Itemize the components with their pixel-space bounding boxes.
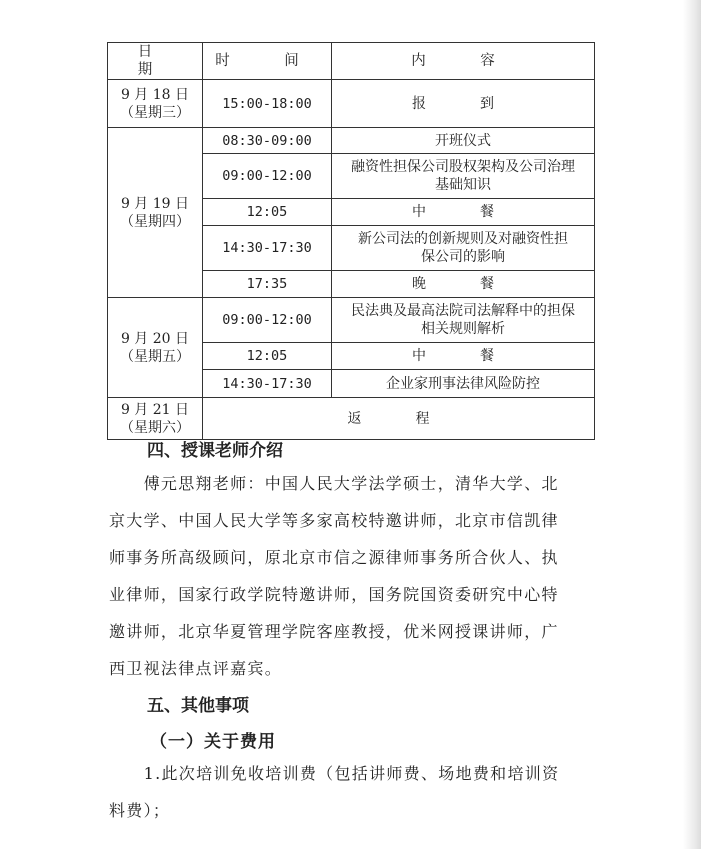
time-cell: 08:30-09:00 bbox=[203, 128, 332, 154]
content-line: 融资性担保公司股权架构及公司治理 bbox=[351, 159, 575, 175]
weekday-line: （星期六） bbox=[120, 419, 190, 436]
time-cell: 12:05 bbox=[203, 199, 332, 226]
bio-line: 师事务所高级顾问，原北京市信之源律师事务所合伙人、执 bbox=[109, 548, 559, 567]
content-line: 保公司的影响 bbox=[421, 249, 505, 265]
schedule-table bbox=[107, 42, 595, 440]
content-cell bbox=[332, 154, 595, 199]
content-line: 新公司法的创新规则及对融资性担 bbox=[358, 231, 568, 247]
weekday-line: （星期五） bbox=[120, 348, 190, 365]
date-line: 9 月 21 日 bbox=[120, 401, 190, 418]
time-cell: 09:00-12:00 bbox=[203, 154, 332, 199]
bio-line: 京大学、中国人民大学等多家高校特邀讲师，北京市信凯律 bbox=[109, 511, 559, 530]
content-cell: 晚 餐 bbox=[332, 271, 595, 298]
content-cell bbox=[332, 298, 595, 343]
header-content: 内 容 bbox=[332, 43, 595, 80]
fee-paragraph bbox=[109, 755, 587, 829]
date-cell bbox=[108, 80, 203, 128]
table-row bbox=[108, 128, 595, 154]
content-cell: 返 程 bbox=[203, 398, 595, 440]
table-row bbox=[108, 298, 595, 343]
date-cell bbox=[108, 128, 203, 298]
weekday-line: （星期三） bbox=[120, 104, 190, 121]
bio-line: 业律师，国家行政学院特邀讲师，国务院国资委研究中心特 bbox=[109, 585, 559, 604]
content-cell: 开班仪式 bbox=[332, 128, 595, 154]
content-cell: 中 餐 bbox=[332, 199, 595, 226]
bio-line: 西卫视法律点评嘉宾。 bbox=[109, 659, 283, 678]
date-line: 9 月 19 日 bbox=[120, 195, 190, 212]
table-header-row bbox=[108, 43, 595, 80]
date-line: 9 月 18 日 bbox=[120, 86, 190, 103]
bio-line: 傅元思翔老师：中国人民大学法学硕士，清华大学、北 bbox=[109, 474, 559, 493]
time-cell: 14:30-17:30 bbox=[203, 370, 332, 398]
page-edge-shadow bbox=[683, 0, 701, 849]
paragraph-line: 1.此次培训免收培训费（包括讲师费、场地费和培训资 bbox=[109, 764, 560, 783]
table-row bbox=[108, 80, 595, 128]
paragraph-line: 料费）； bbox=[109, 801, 171, 820]
date-line: 9 月 20 日 bbox=[120, 330, 190, 347]
header-time: 时 间 bbox=[203, 43, 332, 80]
content-line: 相关规则解析 bbox=[421, 321, 505, 337]
content-cell: 企业家刑事法律风险防控 bbox=[332, 370, 595, 398]
date-cell bbox=[108, 398, 203, 440]
subsection-heading: （一）关于费用 bbox=[150, 732, 276, 752]
time-cell: 14:30-17:30 bbox=[203, 226, 332, 271]
section-heading: 五、其他事项 bbox=[147, 696, 249, 716]
date-cell bbox=[108, 298, 203, 398]
time-cell: 17:35 bbox=[203, 271, 332, 298]
content-line: 基础知识 bbox=[435, 177, 491, 193]
content-cell: 中 餐 bbox=[332, 343, 595, 370]
time-cell: 15:00-18:00 bbox=[203, 80, 332, 128]
table-row bbox=[108, 398, 595, 440]
time-cell: 12:05 bbox=[203, 343, 332, 370]
bio-line: 邀讲师，北京华夏管理学院客座教授，优米网授课讲师，广 bbox=[109, 622, 559, 641]
header-date: 日 期 bbox=[108, 43, 203, 80]
content-line: 民法典及最高法院司法解释中的担保 bbox=[351, 303, 575, 319]
weekday-line: （星期四） bbox=[120, 213, 190, 230]
content-cell: 报 到 bbox=[332, 80, 595, 128]
content-cell bbox=[332, 226, 595, 271]
teacher-bio bbox=[109, 465, 587, 687]
section-heading: 四、授课老师介绍 bbox=[147, 441, 283, 461]
time-cell: 09:00-12:00 bbox=[203, 298, 332, 343]
